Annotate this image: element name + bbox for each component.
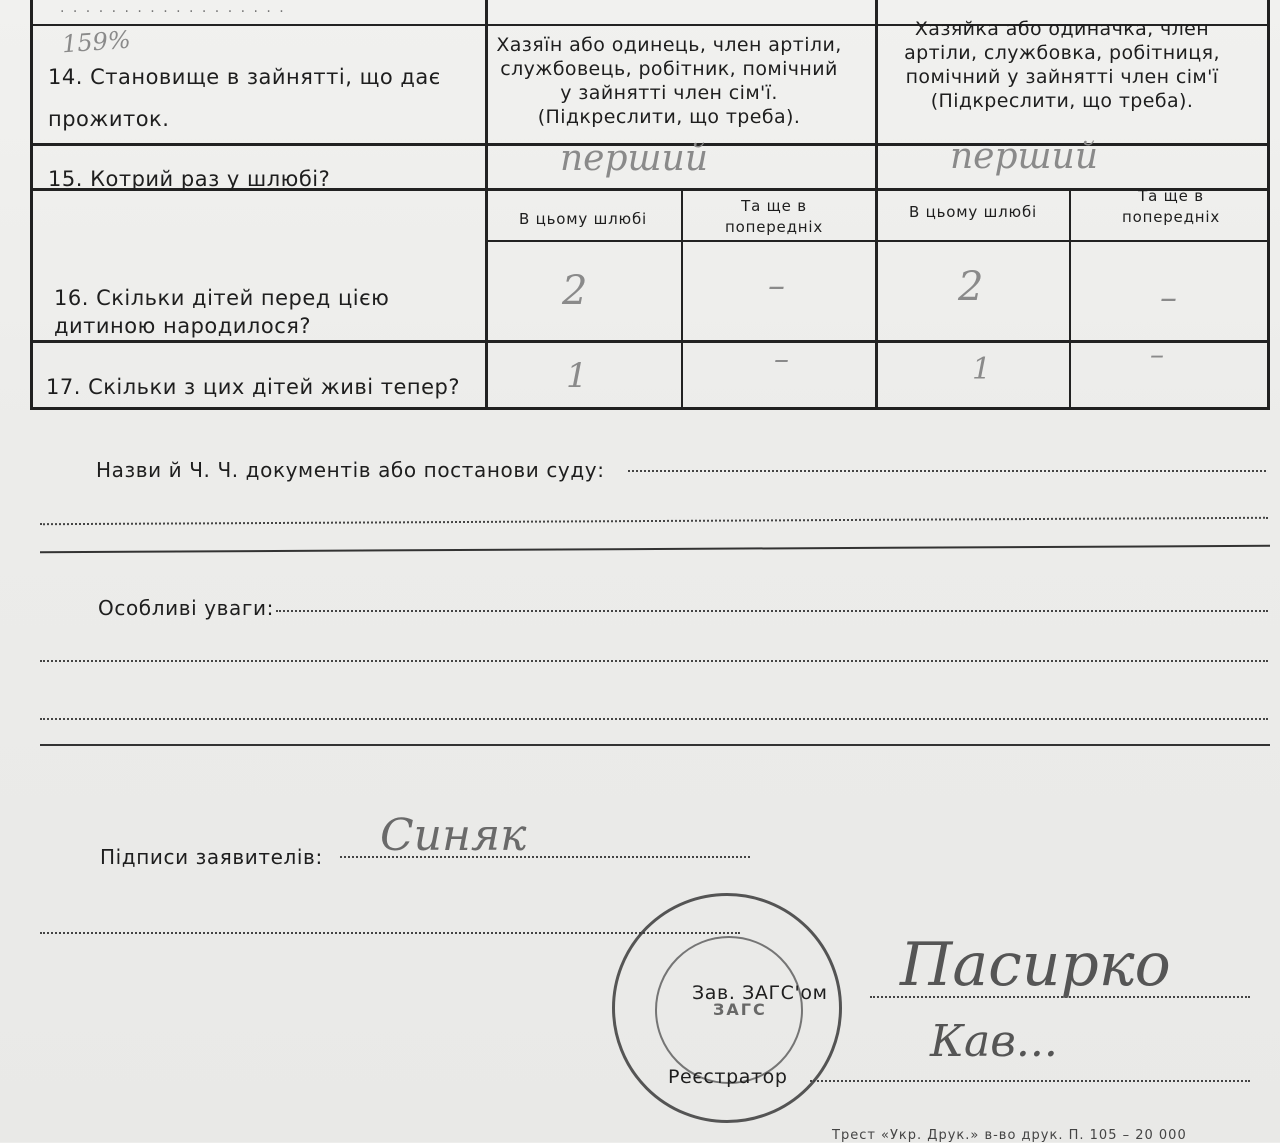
special-notes-dotted-line (276, 610, 1268, 612)
special-notes-label: Особливі уваги: (98, 596, 274, 620)
registrar-line (810, 1080, 1250, 1082)
cut-off-header-text: . . . . . . . . . . . . . . . . . . (60, 0, 286, 16)
documents-dotted-line (628, 470, 1266, 472)
children-born-wife-prev: – (1160, 278, 1177, 318)
subheader-husband-this-marriage: В цьому шлюбі (518, 210, 647, 228)
wife-occupation-options: Хазяйка або одиначка, член артіли, службовка, робітниця, помічний у зайнятті член сім'ї (Підкреслити, що треба). (904, 18, 1220, 112)
children-born-wife-this: 2 (958, 264, 984, 310)
subheader-wife-previous: Та ще в попередніх (1122, 187, 1220, 226)
question-17: 17. Скільки з цих дітей живі тепер? (46, 375, 461, 399)
stamp-text: ЗАГС (713, 1000, 767, 1019)
zags-head-signature: Пасирко (900, 930, 1171, 1000)
printer-imprint: Трест «Укр. Друк.» в-во друк. П. 105 – 20 000 (832, 1128, 1187, 1143)
official-stamp (612, 893, 842, 1123)
section-divider-2 (40, 744, 1270, 746)
children-alive-husband-prev: – (774, 342, 789, 377)
registrar-signature: Кав... (930, 1016, 1058, 1067)
documents-label: Назви й Ч. Ч. документів або постанови суду: (96, 458, 605, 482)
special-notes-dotted-line-3 (40, 718, 1268, 720)
zags-head-label: Зав. ЗАГС'ом (692, 982, 828, 1004)
registrar-label: Реєстратор (668, 1066, 788, 1088)
special-notes-dotted-line-2 (40, 660, 1268, 662)
pencil-note: 159% (61, 25, 132, 59)
signatures-dotted-line-2 (40, 932, 740, 934)
children-born-husband-prev: – (768, 266, 785, 306)
children-alive-wife-this: 1 (972, 352, 992, 387)
question-14: 14. Становище в зайнятті, що дає прожиток. (48, 65, 441, 131)
applicant-signature: Синяк (380, 810, 527, 861)
question-16: 16. Скільки дітей перед цією дитиною народилося? (54, 286, 390, 338)
signatures-label: Підписи заявителів: (100, 845, 323, 869)
children-alive-wife-prev: – (1150, 338, 1164, 371)
question-15: 15. Котрий раз у шлюбі? (48, 167, 331, 191)
subheader-husband-previous: Та ще в попередніх (725, 197, 823, 236)
children-born-husband-this: 2 (562, 268, 588, 314)
documents-dotted-line-2 (40, 517, 1268, 525)
children-alive-husband-this: 1 (566, 356, 588, 396)
section-divider-1 (40, 545, 1270, 553)
wife-marriage-count: перший (950, 136, 1099, 177)
subheader-wife-this-marriage: В цьому шлюбі (908, 203, 1037, 221)
husband-occupation-options: Хазяїн або одинець, член артіли, службовець, робітник, помічний у зайнятті член сім'ї. (Підкреслити, що треба). (496, 34, 842, 128)
husband-marriage-count: перший (560, 138, 709, 179)
